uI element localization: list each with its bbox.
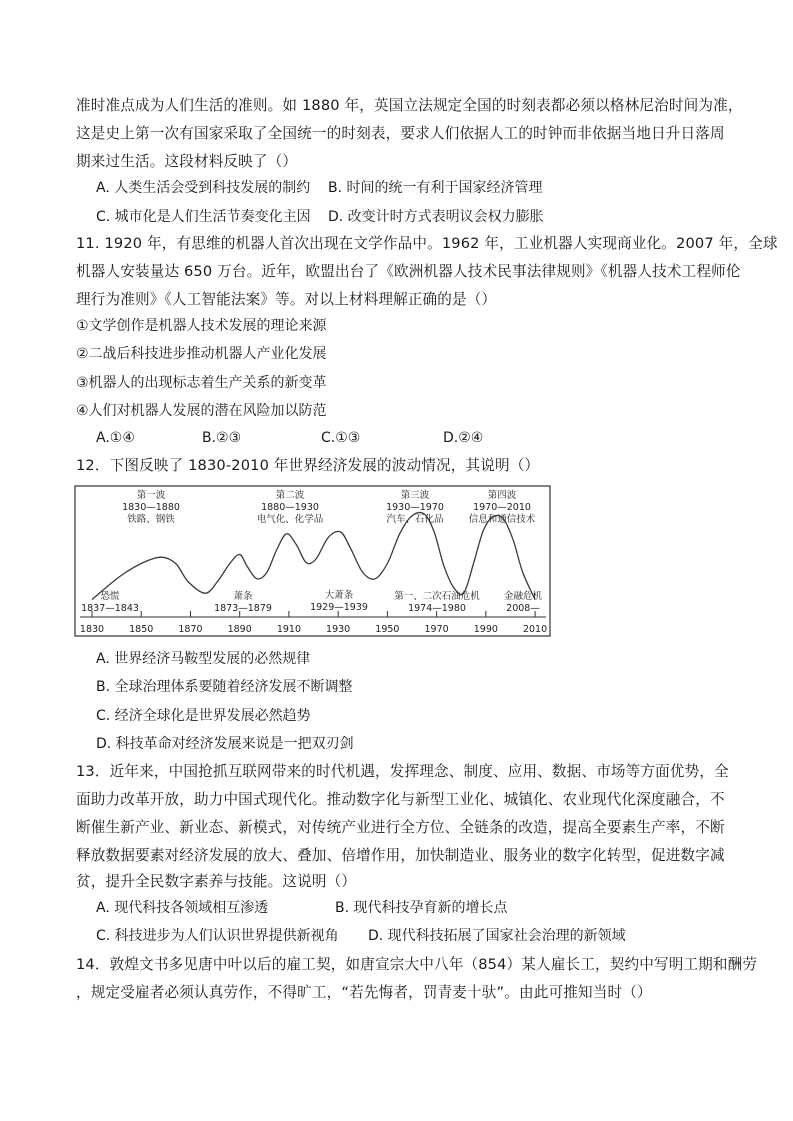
q10-option-b: B. 时间的统一有利于国家经济管理 — [328, 180, 543, 196]
q14-stem-line: ，规定受雇者必须认真劳作，不得旷工，“若先悔者，罚青麦十驮”。由此可推知当时（） — [76, 984, 652, 1001]
q12-option-d: D. 科技革命对经济发展来说是一把双刃剑 — [96, 736, 354, 752]
crisis-period-label: 1929—1939 — [310, 602, 368, 613]
q11-option-a: A.①④ — [96, 430, 135, 446]
q10-stem-line: 这是史上第一次有国家采取了全国统一的时刻表，要求人们依据人工的时钟而非依据当地日升日落周 — [76, 125, 725, 142]
q10-stem-line: 准时准点成为人们生活的准则。如 1880 年，英国立法规定全国的时刻表都必须以格林尼治时间为准， — [76, 97, 743, 114]
crisis-name-label: 大萧条 — [324, 590, 354, 601]
crisis-period-label: 1974—1980 — [408, 603, 466, 614]
x-tick-label: 1990 — [473, 624, 498, 635]
crisis-period-label: 1873—1879 — [214, 603, 272, 614]
x-tick-label: 1950 — [375, 624, 400, 635]
wave-period-label: 1970—2010 — [473, 502, 531, 513]
x-tick-label: 1970 — [424, 624, 449, 635]
x-tick-label: 1890 — [227, 624, 252, 635]
q10-option-c: C. 城市化是人们生活节奏变化主因 — [96, 209, 311, 225]
q12-option-c: C. 经济全球化是世界发展必然趋势 — [96, 708, 311, 724]
q10-stem-line: 期来过生活。这段材料反映了（） — [76, 153, 298, 170]
q13-option-b: B. 现代科技孕育新的增长点 — [335, 900, 508, 916]
q13-stem-line: 贫，提升全民数字素养与技能。这说明（） — [76, 873, 357, 890]
x-tick-label: 1910 — [276, 624, 302, 635]
wave-tech-label: 信息和通信技术 — [468, 514, 536, 525]
crisis-name-label: 第一、二次石油危机 — [394, 591, 480, 602]
wave-name-label: 第二波 — [275, 490, 305, 501]
q13-stem-line: 断催生新产业、新业态、新模式，对传统产业进行全方位、全链条的改造，提高全要素生产率，不断 — [76, 819, 725, 836]
q11-stem-line: 理行为准则》《人工智能法案》等。对以上材料理解正确的是（） — [76, 291, 497, 308]
wave-period-label: 1830—1880 — [122, 502, 180, 513]
q11-item-2: ②二战后科技进步推动机器人产业化发展 — [76, 346, 327, 362]
q13-option-a: A. 现代科技各领域相互渗透 — [96, 900, 269, 916]
x-tick-label: 2010 — [522, 624, 548, 635]
q11-item-4: ④人们对机器人发展的潜在风险加以防范 — [76, 403, 327, 419]
q11-option-d: D.②④ — [443, 430, 484, 446]
q12-option-a: A. 世界经济马鞍型发展的必然规律 — [96, 651, 311, 667]
crisis-period-label: 2008— — [506, 603, 540, 614]
q11-item-3: ③机器人的出现标志着生产关系的新变革 — [76, 375, 327, 391]
crisis-name-label: 萧条 — [233, 591, 253, 602]
q12-option-b: B. 全球治理体系要随着经济发展不断调整 — [96, 679, 353, 695]
wave-name-label: 第一波 — [136, 490, 166, 501]
wave-name-label: 第四波 — [487, 490, 517, 501]
q12-stem: 12．下图反映了 1830-2010 年世界经济发展的波动情况，其说明（） — [76, 457, 540, 474]
wave-name-label: 第三波 — [400, 490, 430, 501]
q13-option-d: D. 现代科技拓展了国家社会治理的新领域 — [368, 928, 626, 944]
wave-tech-label: 铁路、钢铁 — [127, 514, 175, 525]
q10-option-a: A. 人类生活会受到科技发展的制约 — [96, 180, 311, 196]
q10-option-d: D. 改变计时方式表明议会权力膨胀 — [328, 209, 544, 225]
q11-stem-line: 11. 1920 年，有思维的机器人首次出现在文学作品中。1962 年，工业机器人实现商业化。2007 年，全球 — [76, 235, 778, 252]
x-tick-label: 1850 — [129, 624, 154, 635]
q11-option-b: B.②③ — [202, 430, 242, 446]
q11-option-c: C.①③ — [321, 430, 361, 446]
q13-stem-line: 面助力改革开放，助力中国式现代化。推动数字化与新型工业化、城镇化、农业现代化深度融合，不 — [76, 791, 725, 808]
wave-period-label: 1930—1970 — [386, 502, 444, 513]
wave-tech-label: 汽车、石化品 — [386, 514, 444, 525]
wave-tech-label: 电气化、化学品 — [256, 514, 324, 525]
crisis-period-label: 1837—1843 — [81, 603, 139, 614]
x-tick-label: 1830 — [79, 624, 105, 635]
q11-item-1: ①文学创作是机器人技术发展的理论来源 — [76, 318, 327, 334]
wave-period-label: 1880—1930 — [261, 502, 319, 513]
q13-stem-line: 13．近年来，中国抢抓互联网带来的时代机遇，发挥理念、制度、应用、数据、市场等方面优势，全 — [76, 763, 729, 780]
q13-option-c: C. 科技进步为人们认识世界提供新视角 — [96, 928, 339, 944]
crisis-name-label: 恐慌 — [100, 591, 120, 602]
q13-stem-line: 释放数据要素对经济发展的放大、叠加、倍增作用，加快制造业、服务业的数字化转型，促进数字减 — [76, 847, 725, 864]
x-tick-label: 1930 — [326, 624, 351, 635]
economic-wave-chart — [74, 484, 554, 640]
q14-stem-line: 14．敦煌文书多见唐中叶以后的雇工契，如唐宣宗大中八年（854）某人雇长工，契约中写明工期和酬劳 — [76, 956, 758, 973]
crisis-name-label: 金融危机 — [503, 591, 543, 602]
x-tick-label: 1870 — [178, 624, 203, 635]
q11-stem-line: 机器人安装量达 650 万台。近年，欧盟出台了《欧洲机器人技术民事法律规则》《机器人技术工程师伦 — [76, 263, 741, 280]
